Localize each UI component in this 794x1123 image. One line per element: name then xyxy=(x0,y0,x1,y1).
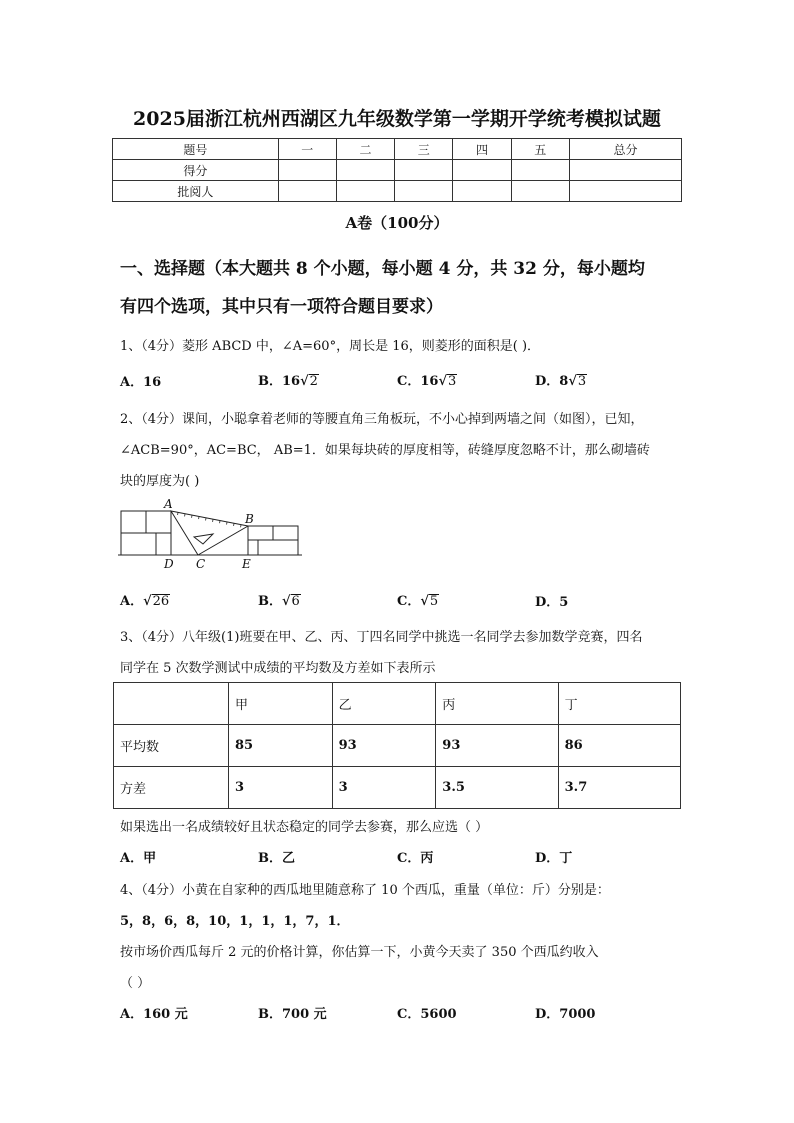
table-cell: 甲 xyxy=(229,683,333,725)
score-header-cell: 四 xyxy=(453,139,511,160)
q3-stats-table xyxy=(113,682,681,809)
score-cell xyxy=(336,181,394,202)
score-row xyxy=(113,160,682,181)
q1-stem: 1、（4分）菱形 ABCD 中，∠A=60°，周长是 16，则菱形的面积是( )． xyxy=(120,339,541,354)
q2-option-b-radicand: 6 xyxy=(291,594,300,609)
q1-option-d xyxy=(535,370,587,389)
q1-option-b-radicand: 2 xyxy=(309,374,318,389)
page-title: 2025届浙江杭州西湖区九年级数学第一学期开学统考模拟试题 xyxy=(133,108,661,130)
q4-option-a: A．160 元 xyxy=(120,1007,188,1022)
q2-option-a-radicand: 26 xyxy=(152,594,170,609)
table-cell: 3.7 xyxy=(558,767,680,809)
score-cell xyxy=(336,160,394,181)
table-cell: 3.5 xyxy=(436,767,558,809)
q1-option-b xyxy=(258,370,319,389)
table-cell: 丁 xyxy=(558,683,680,725)
section-1-heading-line1: 一、选择题（本大题共 8 个小题，每小题 4 分，共 32 分，每小题均 xyxy=(120,259,645,279)
section-1-heading-line2: 有四个选项，其中只有一项符合题目要求） xyxy=(120,297,443,317)
q2-option-a xyxy=(120,590,170,609)
q3-question: 如果选出一名成绩较好且状态稳定的同学去参赛，那么应选（ ） xyxy=(120,820,489,835)
q2-option-b xyxy=(258,590,301,609)
q4-option-d: D．7000 xyxy=(535,1007,596,1022)
sqrt-sign: √ xyxy=(143,594,152,609)
sqrt-sign: √ xyxy=(300,374,309,389)
q4-stem-line3: 按市场价西瓜每斤 2 元的价格计算，你估算一下，小黄今天卖了 350 个西瓜约收入 xyxy=(120,945,599,960)
score-cell xyxy=(395,181,453,202)
q3-option-b: B．乙 xyxy=(258,851,295,866)
q2-option-d: D．5 xyxy=(535,595,569,610)
q4-option-c: C．5600 xyxy=(397,1007,457,1022)
table-cell: 3 xyxy=(229,767,333,809)
section-a-heading: A卷（100分） xyxy=(345,214,449,232)
q1-option-a: A．16 xyxy=(120,375,162,390)
q1-option-b-prefix: B．16 xyxy=(258,374,301,389)
score-cell xyxy=(453,181,511,202)
table-cell: 乙 xyxy=(332,683,436,725)
q2-option-b-prefix: B． xyxy=(258,594,282,609)
score-header-cell: 五 xyxy=(511,139,569,160)
sqrt-sign: √ xyxy=(568,374,577,389)
score-header-cell: 二 xyxy=(336,139,394,160)
score-table xyxy=(112,138,682,202)
label-a: A xyxy=(164,497,173,511)
q2-stem-line1: 2、（4分）课间，小聪拿着老师的等腰直角三角板玩，不小心掉到两墙之间（如图），已知， xyxy=(120,412,644,427)
q2-stem-line2: ∠ACB=90°，AC=BC， AB=1．如果每块砖的厚度相等，砖缝厚度忽略不计，那么砌墙砖 xyxy=(120,443,650,458)
q2-option-a-prefix: A． xyxy=(120,594,144,609)
table-cell: 86 xyxy=(558,725,680,767)
score-header-cell: 总分 xyxy=(569,139,681,160)
label-d: D xyxy=(164,557,174,571)
score-row-label: 得分 xyxy=(113,160,279,181)
table-row xyxy=(114,767,681,809)
label-c: C xyxy=(196,557,206,571)
q2-option-c-radicand: 5 xyxy=(429,594,439,609)
q4-stem-line2: 5，8，6，8，10，1，1，1，7，1． xyxy=(120,914,350,929)
triangle-cutout xyxy=(194,534,213,544)
sqrt-sign: √ xyxy=(438,374,447,389)
score-table-header-row xyxy=(113,139,682,160)
q3-option-a: A．甲 xyxy=(120,851,157,866)
q1-option-c-prefix: C．16 xyxy=(397,374,439,389)
q1-option-d-radicand: 3 xyxy=(577,374,587,389)
table-row xyxy=(114,683,681,725)
table-cell: 平均数 xyxy=(114,725,229,767)
table-cell xyxy=(114,683,229,725)
score-cell xyxy=(511,181,569,202)
score-cell xyxy=(278,160,336,181)
q3-stem-line2: 同学在 5 次数学测试中成绩的平均数及方差如下表所示 xyxy=(120,661,436,676)
table-cell: 3 xyxy=(332,767,436,809)
q3-option-c: C．丙 xyxy=(397,851,434,866)
score-cell xyxy=(395,160,453,181)
q4-stem-line1: 4、（4分）小黄在自家种的西瓜地里随意称了 10 个西瓜，重量（单位：斤）分别是： xyxy=(120,883,610,898)
q1-option-d-prefix: D．8 xyxy=(535,374,569,389)
q2-stem-line3: 块的厚度为( ) xyxy=(120,474,200,489)
score-header-cell: 一 xyxy=(278,139,336,160)
triangle-ruler xyxy=(171,511,248,555)
score-cell xyxy=(569,181,681,202)
score-cell xyxy=(453,160,511,181)
reviewer-row xyxy=(113,181,682,202)
q4-stem-line4: （ ） xyxy=(120,976,151,991)
q2-option-c xyxy=(397,590,439,609)
q2-option-c-prefix: C． xyxy=(397,594,421,609)
q1-option-c xyxy=(397,370,457,389)
table-cell: 丙 xyxy=(436,683,558,725)
sqrt-sign: √ xyxy=(282,594,291,609)
score-header-cell: 题号 xyxy=(113,139,279,160)
sqrt-sign: √ xyxy=(420,594,429,609)
score-cell xyxy=(278,181,336,202)
table-cell: 85 xyxy=(229,725,333,767)
table-cell: 93 xyxy=(332,725,436,767)
table-row xyxy=(114,725,681,767)
table-cell: 93 xyxy=(436,725,558,767)
table-cell: 方差 xyxy=(114,767,229,809)
score-row-label: 批阅人 xyxy=(113,181,279,202)
q3-option-d: D．丁 xyxy=(535,851,573,866)
score-cell xyxy=(569,160,681,181)
q4-option-b: B．700 元 xyxy=(258,1007,327,1022)
q3-stem-line1: 3、（4分）八年级(1)班要在甲、乙、丙、丁四名同学中挑选一名同学去参加数学竞赛，四名 xyxy=(120,630,643,645)
label-e: E xyxy=(242,557,251,571)
label-b: B xyxy=(245,512,254,526)
score-header-cell: 三 xyxy=(395,139,453,160)
q1-option-c-radicand: 3 xyxy=(448,374,457,389)
q2-figure xyxy=(118,496,304,572)
score-cell xyxy=(511,160,569,181)
